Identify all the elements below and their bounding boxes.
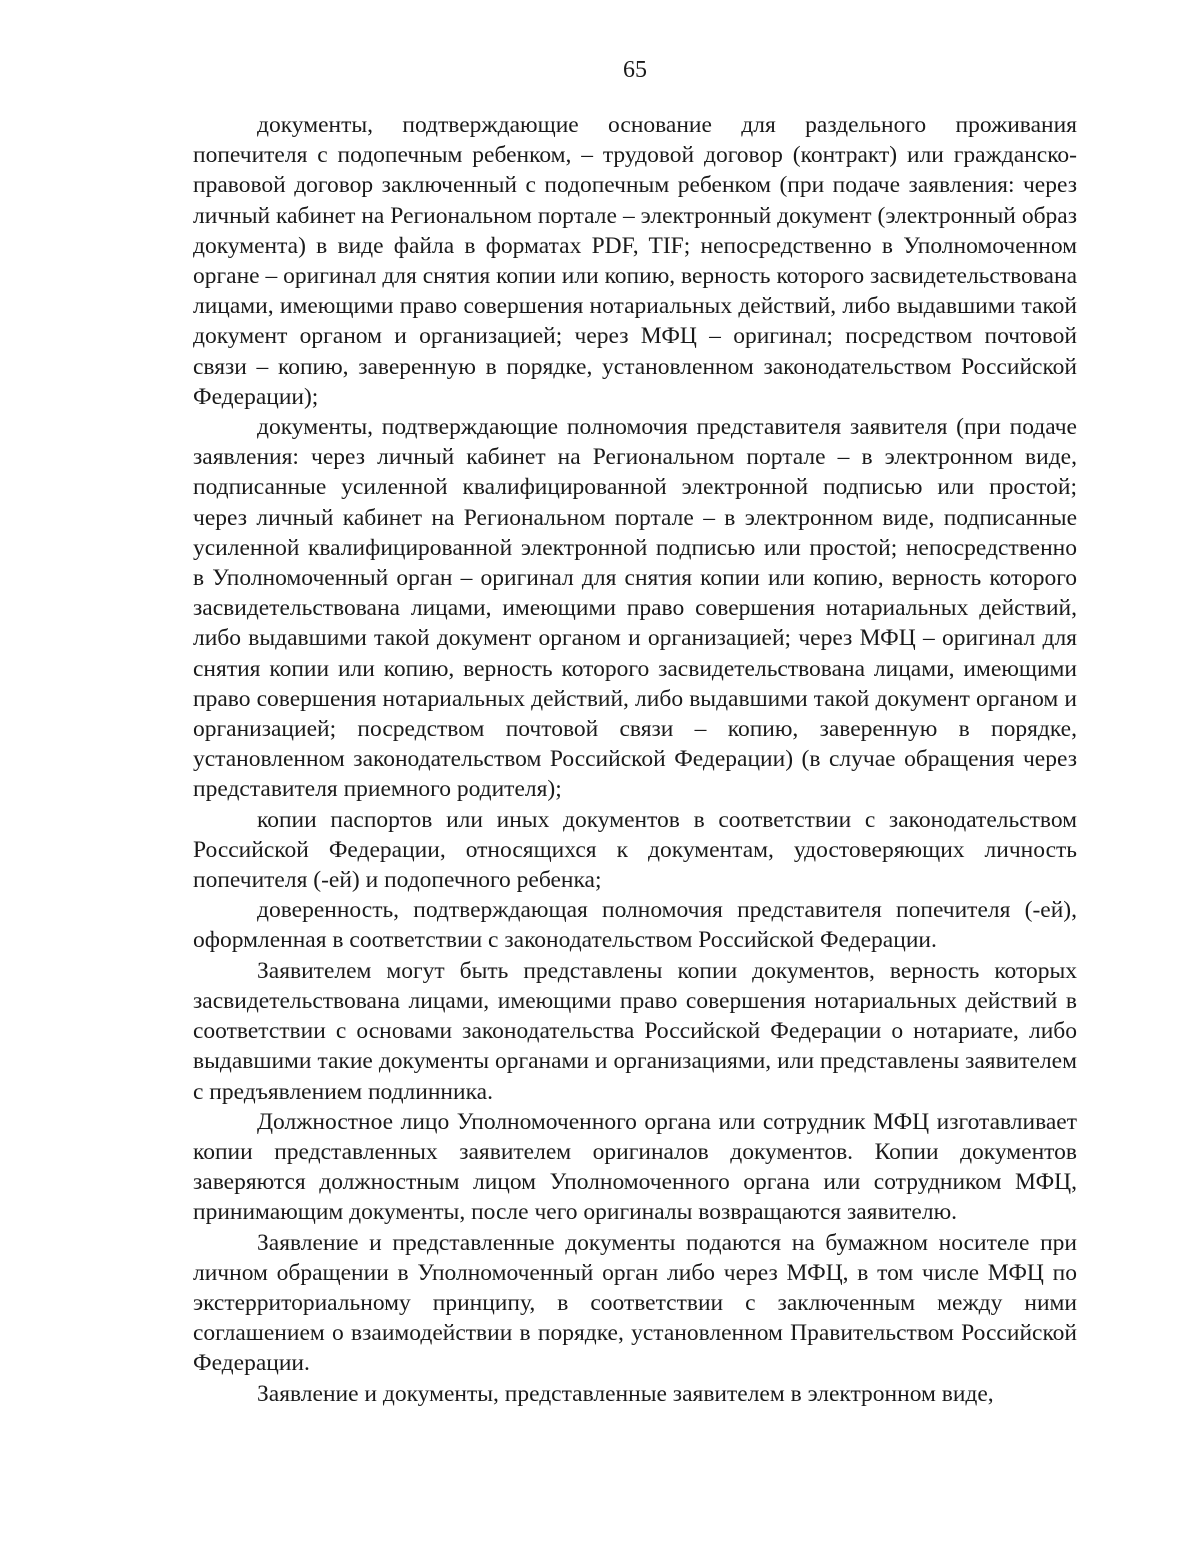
document-body [193,110,1077,1409]
paragraph-6: Должностное лицо Уполномоченного органа или сотрудник МФЦ изготавливает копии представленных заявителем оригиналов документов. Копии документов заверяются должностным лицом Уполномоченного органа или сотрудником МФЦ, принимающим документы, после чего оригиналы возвращаются заявителю. [193,1108,1077,1226]
paragraph-7: Заявление и представленные документы подаются на бумажном носителе при личном обращении в Уполномоченный орган либо через МФЦ, в том числе МФЦ по экстерриториальному принципу, в соответствии с заключенным между ними соглашением о взаимодействии в порядке, установленном Правительством Российской Федерации. [193,1229,1077,1377]
paragraph-5: Заявителем могут быть представлены копии документов, верность которых засвидетельствована лицами, имеющими право совершения нотариальных действий в соответствии с основами законодательства Российской Федерации о нотариате, либо выдавшими такие документы органами и организациями, или представлены заявителем с предъявлением подлинника. [193,957,1077,1105]
paragraph-4: доверенность, подтверждающая полномочия представителя попечителя (-ей), оформленная в соответствии с законодательством Российской Федерации. [193,897,1077,954]
paragraph-2: документы, подтверждающие полномочия представителя заявителя (при подаче заявления: через личный кабинет на Региональном портале – в электронном виде, подписанные усиленной квалифицированной электронной подписью или простой; через личный кабинет на Региональном портале – в электронном виде, подписанные усиленной квалифицированной электронной подписью или простой; непосредственно в Уполномоченный орган – оригинал для снятия копии или копию, верность которого засвидетельствована лицами, имеющими право совершения нотариальных действий, либо выдавшими такой документ органом и организацией; через МФЦ – оригинал для снятия копии или копию, верность которого засвидетельствована лицами, имеющими право совершения нотариальных действий, либо выдавшими такой документ органом и организацией; посредством почтовой связи – копию, заверенную в порядке, установленном законодательством Российской Федерации) (в случае обращения через представителя приемного родителя); [193,414,1077,803]
paragraph-3: копии паспортов или иных документов в соответствии с законодательством Российской Федерации, относящихся к документам, удостоверяющих личность попечителя (-ей) и подопечного ребенка; [193,806,1077,894]
paragraph-1: документы, подтверждающие основание для раздельного проживания попечителя с подопечным ребенком, – трудовой договор (контракт) или гражданско-правовой договор заключенный с подопечным ребенком (при подаче заявления: через личный кабинет на Региональном портале – электронный документ (электронный образ документа) в виде файла в форматах PDF, TIF; непосредственно в Уполномоченном органе – оригинал для снятия копии или копию, верность которого засвидетельствована лицами, имеющими право совершения нотариальных действий, либо выдавшими такой документ органом и организацией; через МФЦ – оригинал; посредством почтовой связи – копию, заверенную в порядке, установленном законодательством Российской Федерации); [193,112,1077,410]
page-number: 65 [623,57,647,83]
paragraph-8: Заявление и документы, представленные заявителем в электронном виде, [257,1380,994,1407]
